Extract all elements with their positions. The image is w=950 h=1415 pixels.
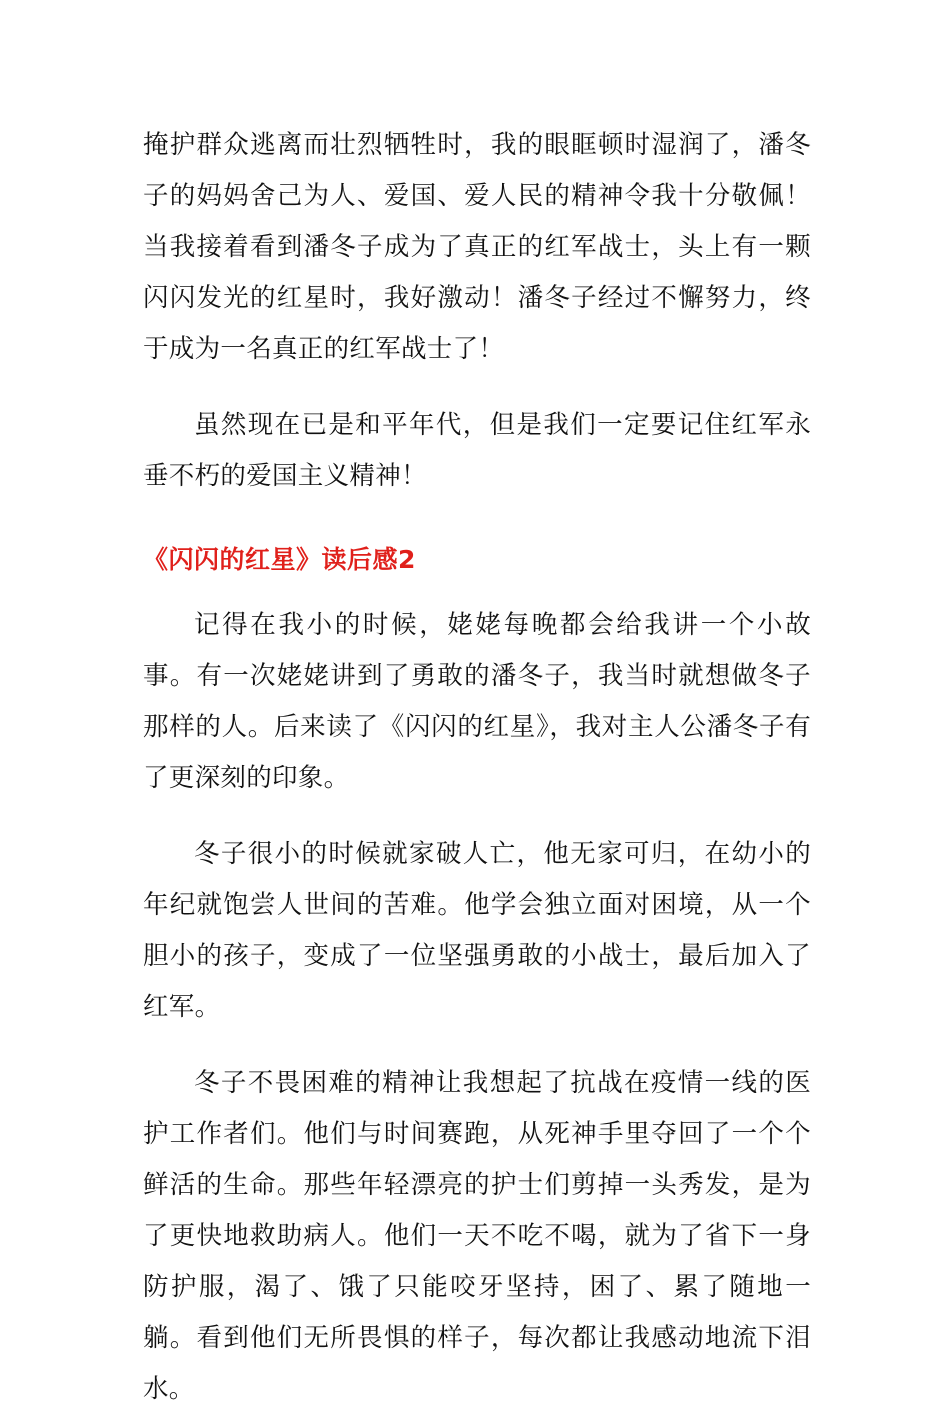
section-heading: 《闪闪的红星》读后感2 [143,545,416,574]
paragraph: 冬子很小的时候就家破人亡，他无家可归，在幼小的年纪就饱尝人世间的苦难。他学会独立面对困境，从一个胆小的孩子，变成了一位坚强勇敢的小战士，最后加入了红军。 [143,839,811,1022]
document-body [143,120,811,1415]
paragraph-continued: 掩护群众逃离而壮烈牺牲时，我的眼眶顿时湿润了，潘冬子的妈妈舍己为人、爱国、爱人民的精神令我十分敬佩！当我接着看到潘冬子成为了真正的红军战士，头上有一颗闪闪发光的红星时，我好激动！潘冬子经过不懈努力，终于成为一名真正的红军战士了！ [143,130,811,364]
paragraph: 记得在我小的时候，姥姥每晚都会给我讲一个小故事。有一次姥姥讲到了勇敢的潘冬子，我当时就想做冬子那样的人。后来读了《闪闪的红星》，我对主人公潘冬子有了更深刻的印象。 [143,610,811,793]
paragraph: 冬子不畏困难的精神让我想起了抗战在疫情一线的医护工作者们。他们与时间赛跑，从死神手里夺回了一个个鲜活的生命。那些年轻漂亮的护士们剪掉一头秀发，是为了更快地救助病人。他们一天不吃不喝，就为了省下一身防护服，渴了、饿了只能咬牙坚持，困了、累了随地一躺。看到他们无所畏惧的样子，每次都让我感动地流下泪水。 [143,1068,811,1404]
paragraph-conclusion: 虽然现在已是和平年代，但是我们一定要记住红军永垂不朽的爱国主义精神！ [143,410,811,491]
